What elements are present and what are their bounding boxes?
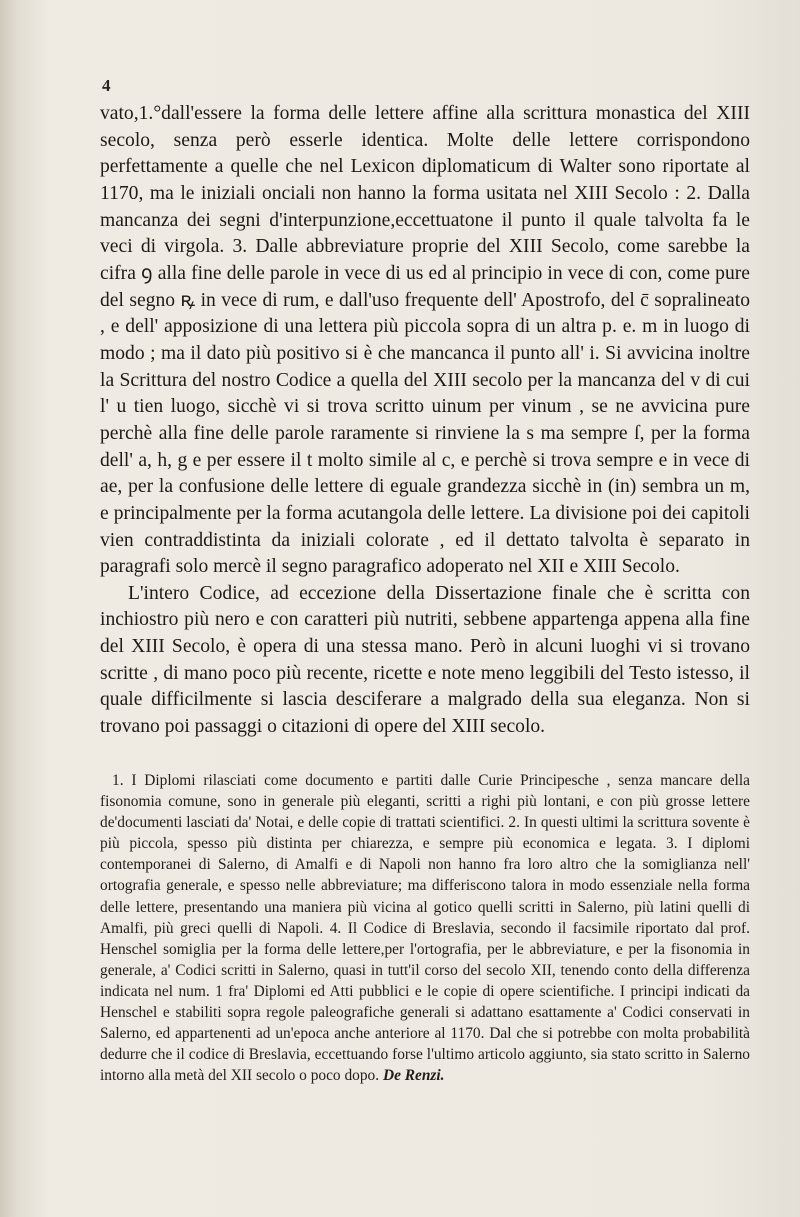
- binding-gutter: [0, 0, 48, 1217]
- paragraph-1: vato,1.°dall'essere la forma delle lettere affine alla scrittura monastica del XIII secolo, senza però esserle identica. Molte delle lettere corrispondono perfettamente a quelle che nel Lexicon diplomaticum di Walter sono riportate al 1170, ma le iniziali onciali non hanno la forma usitata nel XIII Secolo : 2. Dalla mancanza dei segni d'interpunzione,eccettuatone il punto il quale talvolta fa le veci di virgola. 3. Dalle abbreviature proprie del XIII Secolo, come sarebbe la cifra ꝯ alla fine delle parole in vece di us ed al principio in vece di con, come pure del segno ꝶ in vece di rum, e dall'uso frequente dell' Apostrofo, del c̄ sopralineato , e dell' apposizione di una lettera più piccola sopra di un altra p. e. m in luogo di modo ; ma il dato più positivo si è che mancanca il punto all' i. Si avvicina inoltre la Scrittura del nostro Codice a quella del XIII secolo per la mancanza del v di cui l' u tien luogo, sicchè vi si trova scritto uinum per vinum , se ne avvicina pure perchè alla fine delle parole raramente si rinviene la s ma sempre ſ, per la forma dell' a, h, g e per essere il t molto simile al c, e perchè si trova sempre e in vece di ae, per la confusione delle lettere di eguale grandezza sicchè in (in) sembra un m, e principalmente per la forma acutangola delle lettere. La divisione poi dei capitoli vien contraddistinta da iniziali colorate , ed il dettato talvolta è separato in paragrafi solo mercè il segno paragrafico adoperato nel XII e XIII Secolo.: [100, 103, 750, 578]
- footnote-text: [100, 770, 750, 1086]
- footnote-body: 1. I Diplomi rilasciati come documento e partiti dalle Curie Principesche , senza mancare della fisonomia comune, sono in generale più eleganti, scritti a righi più lontani, e con più grosse lettere de'documenti lasciati da' Notai, e delle copie di trattati scientifici. 2. In questi ultimi la scrittura sovente è più piccola, spesso più distinta per chiarezza, e sempre più economica e legata. 3. I diplomi contemporanei di Salerno, di Amalfi e di Napoli non hanno fra loro altro che la somiglianza nell' ortografia generale, e spesso nelle abbreviature; ma differiscono talora in modo essenziale nella forma delle lettere, presentando una maniera più vicina al gotico quelli scritti in Salerno, più latini quelli di Amalfi, più greci quelli di Napoli. 4. Il Codice di Breslavia, secondo il facsimile riportato dal prof. Henschel somiglia per la forma delle lettere,per l'ortografia, per le abbreviature, e per la fisonomia in generale, a' Codici scritti in Salerno, quasi in tutt'il corso del secolo XII, tenendo conto della differenza indicata nel num. 1 fra' Diplomi ed Atti pubblici e le copie di opere scientifiche. I principi indicati da Henschel e stabiliti sopra regole paleografiche generali si adattano esattamente a' Codici conservati in Salerno, ed appartenenti ad un'epoca anche anteriore al 1170. Dal che si potrebbe con molta probabilità dedurre che il codice di Breslavia, eccettuando forse l'ultimo articolo aggiunto, sia stato scritto in Salerno intorno alla metà del XII secolo o poco dopo.: [100, 772, 750, 1085]
- main-text: [100, 101, 750, 741]
- footnote-signature: De Renzi.: [382, 1067, 445, 1085]
- page-number: 4: [102, 76, 111, 95]
- footnote: [100, 770, 750, 1086]
- paragraph-2: L'intero Codice, ad eccezione della Dissertazione finale che è scritta con inchiostro più nero e con caratteri più nutriti, sebbene appartenga appena alla fine del XIII Secolo, è opera di una stessa mano. Però in alcuni luoghi vi si trovano scritte , di mano poco più recente, ricette e note meno leggibili del Testo istesso, il quale difficilmente si lascia desciferare a malgrado della sua eleganza. Non si trovano poi passaggi o citazioni di opere del XIII secolo.: [100, 582, 750, 738]
